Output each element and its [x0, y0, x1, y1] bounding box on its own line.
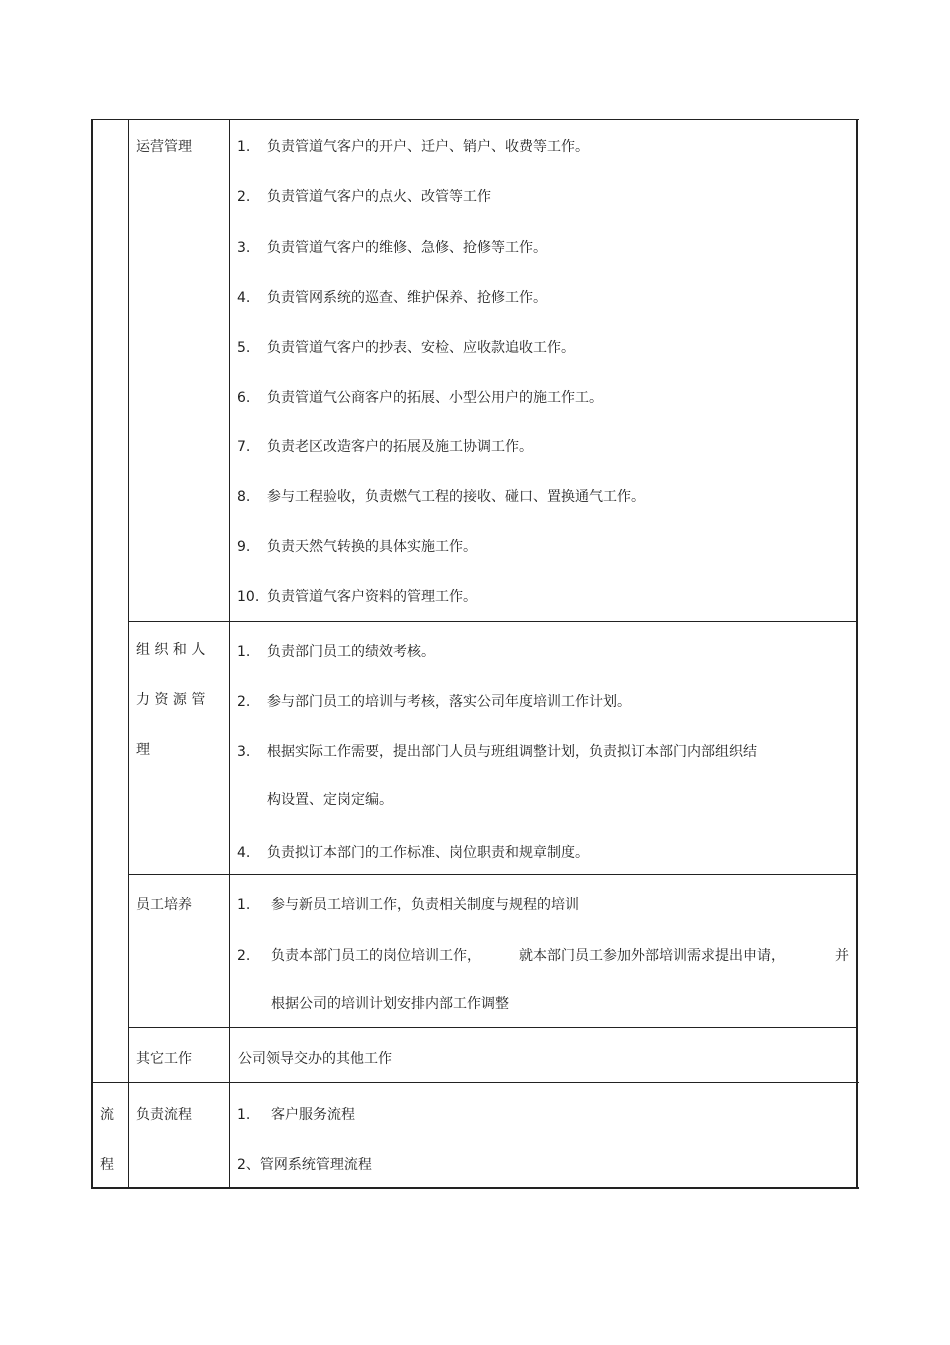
- ops-item-num: 1.: [237, 139, 251, 155]
- process-item-num: 1.: [237, 1107, 251, 1123]
- training-item-text-part: 负责本部门员工的岗位培训工作，: [271, 948, 481, 964]
- category-process: 负责流程: [136, 1107, 192, 1123]
- table-right-border: [856, 119, 858, 1189]
- section-process-label: 程: [100, 1157, 114, 1173]
- org-item-text: 参与部门员工的培训与考核，落实公司年度培训工作计划。: [267, 694, 631, 710]
- training-item-num: 1.: [237, 897, 251, 913]
- ops-item-num: 4.: [237, 290, 251, 306]
- category-other: 其它工作: [136, 1051, 192, 1067]
- section-process-label: 流: [100, 1107, 114, 1123]
- category-org-line: 力 资 源 管: [136, 692, 206, 708]
- ops-item-num: 5.: [237, 340, 251, 356]
- category-org-line: 理: [136, 742, 150, 758]
- other-text: 公司领导交办的其他工作: [238, 1051, 392, 1067]
- row-divider-ops: [128, 621, 858, 622]
- ops-item-text: 负责天然气转换的具体实施工作。: [267, 539, 477, 555]
- ops-item-text: 负责管道气客户的点火、改管等工作: [267, 189, 491, 205]
- table-top-border: [91, 119, 859, 120]
- ops-item-text: 负责管道气客户的开户、迁户、销户、收费等工作。: [267, 139, 589, 155]
- org-item-text: 根据实际工作需要，提出部门人员与班组调整计划，负责拟订本部门内部组织结: [267, 744, 757, 760]
- org-item-num: 1.: [237, 644, 251, 660]
- row-divider-training: [128, 1027, 858, 1028]
- process-item-text: 2、管网系统管理流程: [237, 1157, 372, 1173]
- ops-item-text: 负责管道气客户的抄表、安检、应收款追收工作。: [267, 340, 575, 356]
- ops-item-text: 负责老区改造客户的拓展及施工协调工作。: [267, 439, 533, 455]
- ops-item-num: 3.: [237, 240, 251, 256]
- ops-item-num: 6.: [237, 390, 251, 406]
- org-item-text: 负责拟订本部门的工作标准、岗位职责和规章制度。: [267, 845, 589, 861]
- content-column-divider: [229, 119, 230, 1189]
- process-item-text: 客户服务流程: [271, 1107, 355, 1123]
- org-item-text-continued: 构设置、定岗定编。: [267, 792, 393, 808]
- training-item-text-part: 就本部门员工参加外部培训需求提出申请，: [519, 948, 785, 964]
- ops-item-text: 参与工程验收，负责燃气工程的接收、碰口、置换通气工作。: [267, 489, 645, 505]
- org-item-num: 2.: [237, 694, 251, 710]
- org-item-text: 负责部门员工的绩效考核。: [267, 644, 435, 660]
- training-item-text: 参与新员工培训工作，负责相关制度与规程的培训: [271, 897, 579, 913]
- row-divider-process: [91, 1082, 859, 1083]
- ops-item-num: 9.: [237, 539, 251, 555]
- category-org-line: 组 织 和 人: [136, 642, 206, 658]
- ops-item-num: 2.: [237, 189, 251, 205]
- table-left-border: [91, 119, 93, 1189]
- training-item-text-continued: 根据公司的培训计划安排内部工作调整: [271, 996, 509, 1012]
- training-item-text-part: 并: [835, 948, 849, 964]
- category-column-divider: [128, 119, 129, 1189]
- category-training: 员工培养: [136, 897, 192, 913]
- training-item-num: 2.: [237, 948, 251, 964]
- ops-item-text: 负责管道气客户的维修、急修、抢修等工作。: [267, 240, 547, 256]
- ops-item-text: 负责管道气客户资料的管理工作。: [267, 589, 477, 605]
- table-bottom-border: [91, 1187, 859, 1189]
- category-ops: 运营管理: [136, 139, 192, 155]
- ops-item-num: 8.: [237, 489, 251, 505]
- ops-item-num: 10.: [237, 589, 260, 605]
- ops-item-num: 7.: [237, 439, 251, 455]
- ops-item-text: 负责管网系统的巡查、维护保养、抢修工作。: [267, 290, 547, 306]
- org-item-num: 4.: [237, 845, 251, 861]
- org-item-num: 3.: [237, 744, 251, 760]
- row-divider-org: [128, 874, 858, 875]
- ops-item-text: 负责管道气公商客户的拓展、小型公用户的施工作工。: [267, 390, 603, 406]
